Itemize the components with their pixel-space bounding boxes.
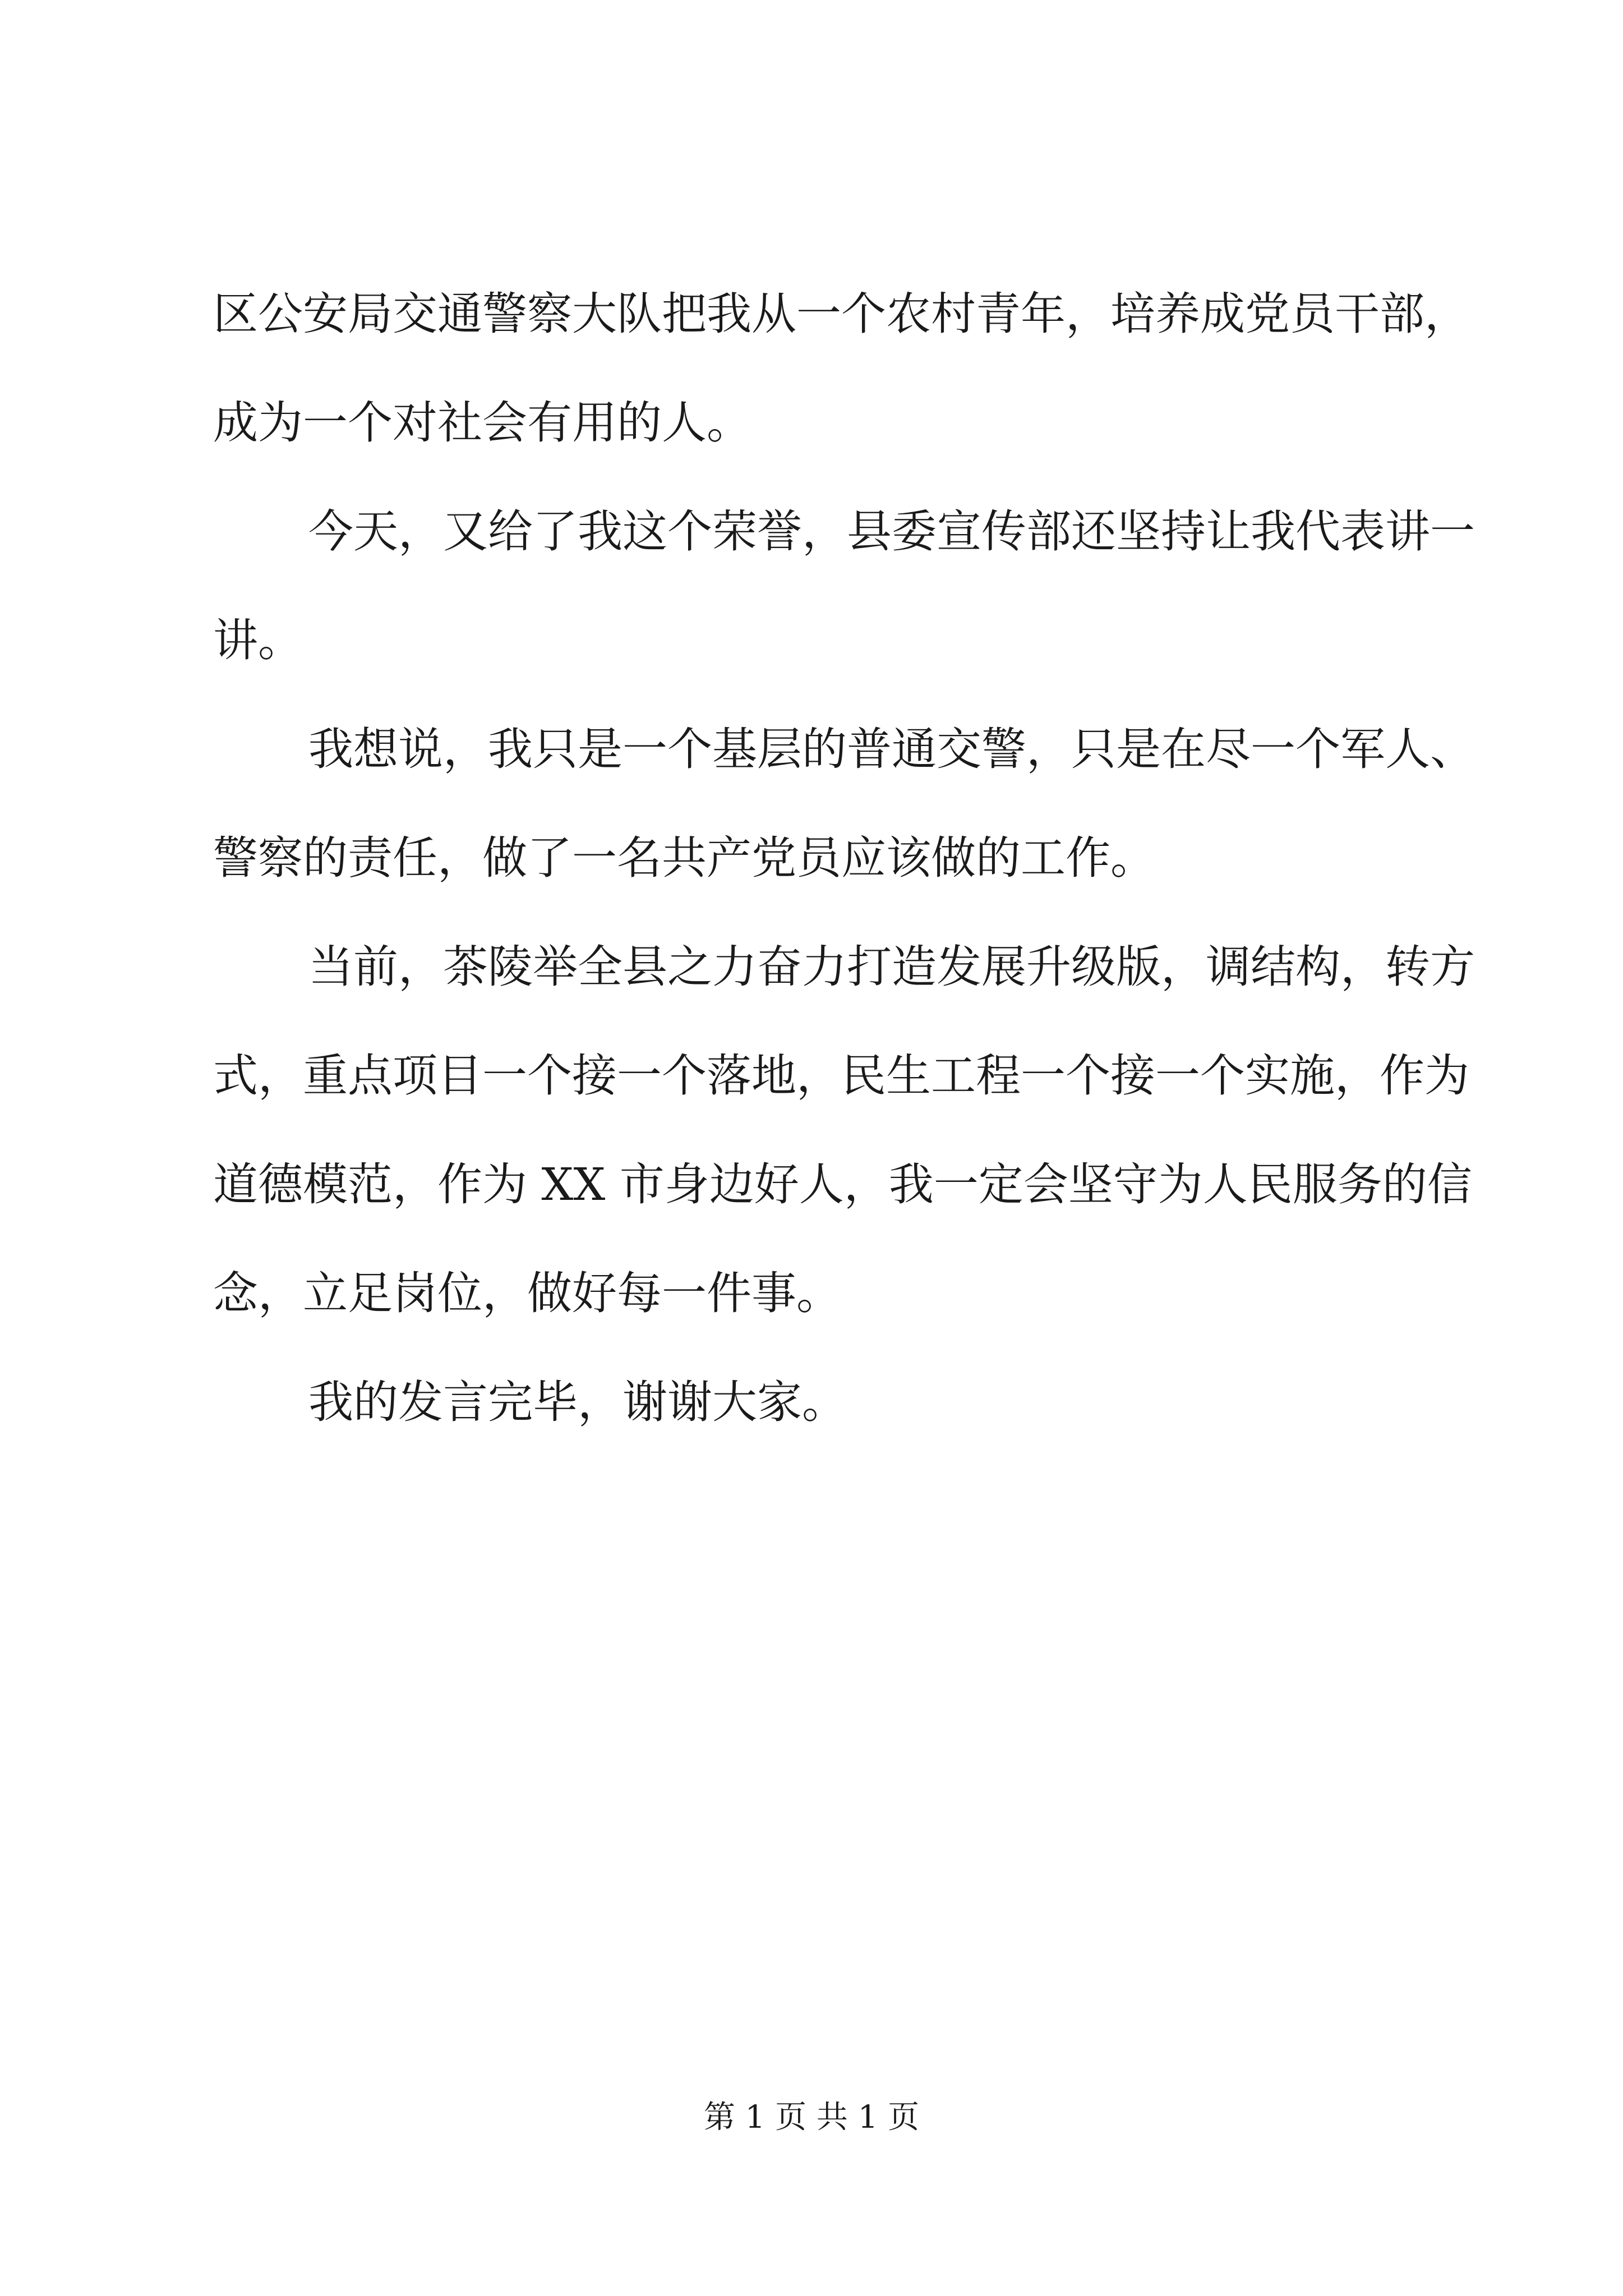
page-footer [0,2101,1623,2134]
text-line: 我的发言完毕，谢谢大家。 [308,1376,847,1428]
text-line: 成为一个对社会有用的人。 [213,397,751,449]
text-line: 式，重点项目一个接一个落地，民生工程一个接一个实施，作为 [213,1050,1469,1102]
text-line: 讲。 [213,614,303,666]
text-line: 区公安局交通警察大队把我从一个农村青年，培养成党员干部， [213,288,1469,340]
page-number: 第 1 页 共 1 页 [703,2099,920,2136]
text-line: 道德模范，作为 XX 市身边好人，我一定会坚守为人民服务的信 [213,1158,1472,1211]
text-line: 我想说，我只是一个基层的普通交警，只是在尽一个军人、 [308,723,1475,775]
text-line: 当前，茶陵举全县之力奋力打造发展升级版，调结构，转方 [308,941,1475,993]
document-body [213,288,1475,1489]
text-line: 今天，又给了我这个荣誉，县委宣传部还坚持让我代表讲一 [308,505,1475,558]
text-line: 警察的责任，做了一名共产党员应该做的工作。 [213,832,1155,884]
text-line: 念，立足岗位，做好每一件事。 [213,1267,841,1319]
